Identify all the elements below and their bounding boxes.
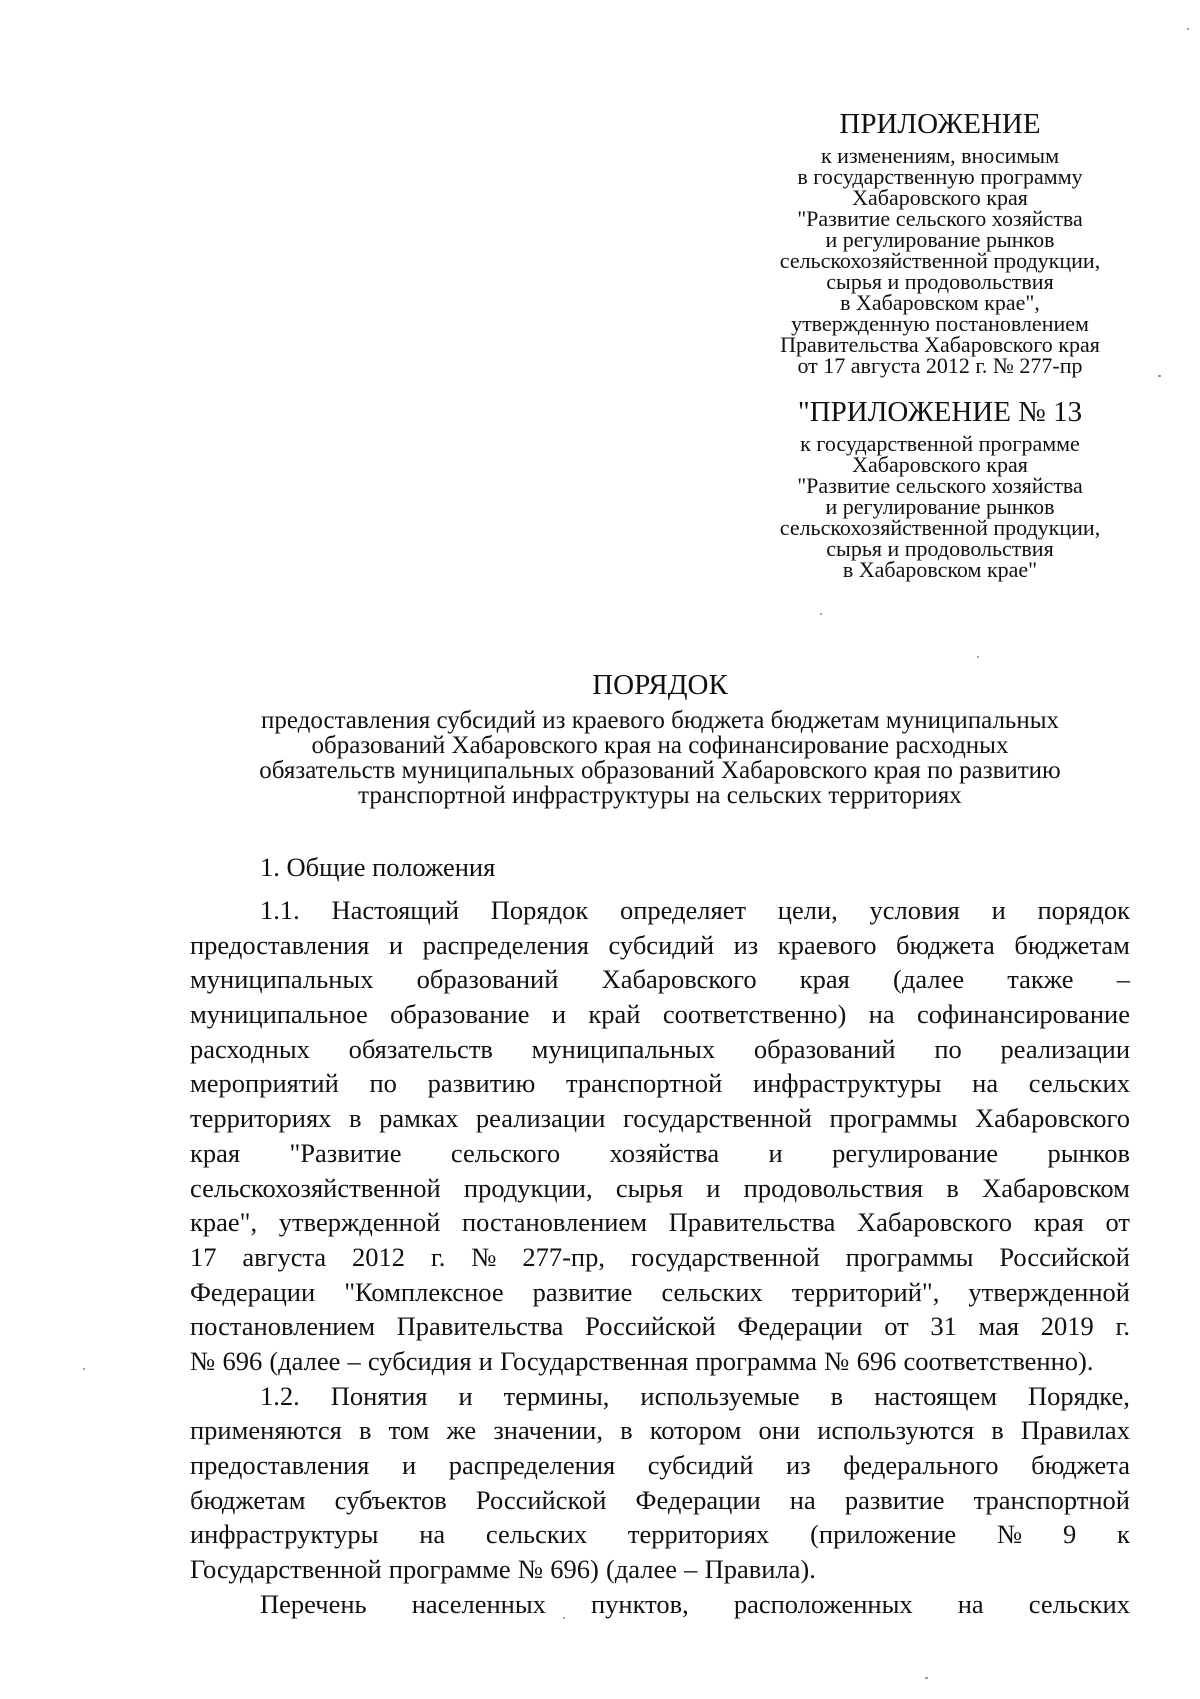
scan-speck [925,1677,928,1679]
paragraph-line: предоставления и распределения субсидий из краевого бюджета бюджетам [190,929,1130,960]
text-line: Хабаровского края [852,452,1028,477]
scan-speck [83,1368,85,1370]
text-line: образований Хабаровского края на софинансирование расходных [311,732,1009,759]
text-line: сырья и продовольствия [826,536,1054,561]
paragraph-line: 17 августа 2012 г. № 277-пр, государственной программы Российской [190,1241,1130,1272]
paragraph-next [190,1587,1130,1622]
paragraph-line: 1.2. Понятия и термины, используемые в настоящем Порядке, [260,1380,1130,1411]
text-line: в государственную программу [797,164,1083,189]
paragraph-line: Перечень населенных пунктов, расположенных на сельских [260,1588,1130,1619]
appendix-13-lines [700,433,1180,580]
text-line: сырья и продовольствия [826,269,1054,294]
scan-speck [1158,375,1161,377]
text-line: обязательств муниципальных образований Хабаровского края по развитию [259,757,1061,784]
text-line: и регулирование рынков [825,227,1055,252]
scan-speck [820,613,822,615]
paragraph-line: крае", утвержденной постановлением Правительства Хабаровского края от [190,1207,1130,1238]
appendix-header [700,107,1180,376]
scan-speck [563,1617,565,1619]
paragraph-1-2 [190,1379,1130,1587]
paragraph-line: муниципальное образование и край соответственно) на софинансирование [190,999,1130,1030]
paragraph-line: мероприятий по развитию транспортной инфраструктуры на сельских [190,1068,1130,1099]
text-line: от 17 августа 2012 г. № 277-пр [797,353,1083,378]
appendix-13-title: "ПРИЛОЖЕНИЕ № 13 [797,396,1083,428]
paragraph-line: Государственной программе № 696) (далее – Правила). [190,1554,816,1585]
paragraph-line: постановлением Правительства Российской Федерации от 31 мая 2019 г. [190,1311,1130,1342]
scan-speck [977,656,979,658]
text-line: Хабаровского края [852,185,1028,210]
text-line: сельскохозяйственной продукции, [779,515,1101,540]
paragraph-line: Федерации "Комплексное развитие сельских территорий", утвержденной [190,1276,1130,1307]
text-line: и регулирование рынков [825,494,1055,519]
text-line: Правительства Хабаровского края [780,332,1100,357]
appendix-title: ПРИЛОЖЕНИЕ [839,108,1041,140]
text-line: к изменениям, вносимым [820,143,1060,168]
document-subtitle [190,708,1130,808]
text-line: в Хабаровском крае", [840,290,1040,315]
paragraph-line: территориях в рамках реализации государственной программы Хабаровского [190,1103,1130,1134]
paragraph-line: инфраструктуры на сельских территориях (приложение № 9 к [190,1519,1130,1550]
text-line: в Хабаровском крае" [842,557,1038,582]
text-line: "Развитие сельского хозяйства [797,206,1083,231]
paragraph-line: 1.1. Настоящий Порядок определяет цели, условия и порядок [260,895,1130,925]
text-line: предоставления субсидий из краевого бюджета бюджетам муниципальных [260,707,1059,734]
paragraph-line: расходных обязательств муниципальных образований по реализации [190,1033,1130,1064]
text-line: сельскохозяйственной продукции, [779,248,1101,273]
paragraph-line: применяются в том же значении, в котором они используются в Правилах [190,1415,1130,1446]
paragraph-line: бюджетам субъектов Российской Федерации на развитие транспортной [190,1484,1130,1515]
paragraph-line: сельскохозяйственной продукции, сырья и продовольствия в Хабаровском [190,1172,1130,1203]
text-line: "Развитие сельского хозяйства [797,473,1083,498]
text-line: транспортной инфраструктуры на сельских территориях [358,782,962,809]
document-body [190,849,1130,1621]
paragraph-line: предоставления и распределения субсидий из федерального бюджета [190,1450,1130,1480]
paragraph-line: муниципальных образований Хабаровского края (далее также – [190,964,1130,995]
text-line: утвержденную постановлением [791,311,1089,336]
section-heading: 1. Общие положения [260,852,496,882]
text-line: к государственной программе [800,431,1080,456]
appendix-13-header [700,395,1180,580]
paragraph-line: № 696 (далее – субсидия и Государственная программа № 696 соответственно). [190,1345,1094,1376]
scan-speck [1187,28,1189,30]
paragraph-line: края "Развитие сельского хозяйства и регулирование рынков [190,1137,1130,1168]
appendix-lines [700,145,1180,376]
paragraph-1-1 [190,893,1130,1379]
document-title: ПОРЯДОК [592,669,728,701]
